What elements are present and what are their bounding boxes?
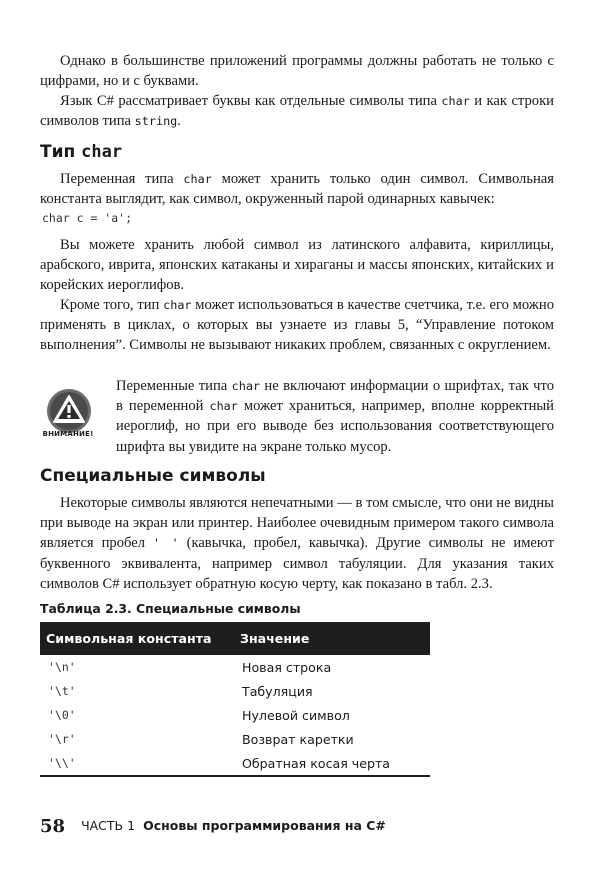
intro-paragraph-1: Однако в большинстве приложений программы должны работать не только с цифрами, но и с буквами. (40, 53, 554, 90)
table-cell-constant: '\n' (48, 660, 76, 674)
warning-label: ВНИМАНИЕ! (42, 430, 94, 438)
special-chars-table (40, 622, 430, 777)
table-cell-meaning: Обратная косая черта (234, 751, 430, 776)
intro-paragraph-2: Язык C# рассматривает буквы как отдельные символы типа char и как строки символов типа string. (40, 93, 554, 130)
special-paragraph: Некоторые символы являются непечатными — в том смысле, что они не видны при выводе на экран или принтер. Наиболее очевидным примером такого символа является пробел ' ' (кавычка, пробел, кавычка). Другие символы не имеют буквенного эквивалента, например символ табуляции. Для указания таких символов C# использует обратную косую черту, как показано в табл. 2.3. (40, 495, 555, 592)
table-row (40, 679, 430, 703)
table-row (40, 727, 430, 751)
table-row (40, 751, 430, 776)
part-title: Основы программирования на C# (143, 818, 386, 833)
page-footer (40, 816, 386, 837)
char-paragraph-2: Вы можете хранить любой символ из латинского алфавита, кириллицы, арабского, иврита, японских катаканы и хираганы и массы японских, китайских и корейских иероглифов. (40, 237, 554, 294)
inline-code: char (183, 172, 212, 186)
inline-code: char (231, 379, 261, 393)
part-label: ЧАСТЬ 1 (81, 818, 136, 833)
table-caption: Таблица 2.3. Специальные символы (40, 601, 301, 616)
table-header-cell: Символьная константа (40, 622, 234, 655)
table-cell-constant: '\0' (48, 708, 76, 722)
table-cell-meaning: Табуляция (242, 683, 313, 699)
table-cell-constant: '\\' (40, 751, 234, 776)
table-row (40, 703, 430, 727)
table-cell-constant: '\r' (48, 732, 76, 746)
inline-code: ' ' (152, 536, 179, 551)
table-header-row (40, 622, 430, 655)
page-number: 58 (40, 816, 66, 837)
inline-code: char (209, 399, 238, 414)
inline-code: char (441, 94, 470, 108)
table-header-cell: Значение (234, 622, 430, 655)
inline-code: string (134, 114, 178, 129)
warning-text: Переменные типа char не включают информации о шрифтах, так что в переменной char может храниться, например, вполне корректный иероглиф, но при его выводе без использования соответствующего шрифта вы увидите на экране только мусор. (116, 378, 554, 455)
table-cell-meaning: Нулевой символ (242, 707, 350, 723)
warning-icon (40, 386, 106, 458)
char-paragraph-1: Переменная типа char может хранить только один символ. Символьная константа выглядит, как символ, окруженный парой одинарных кавычек: (40, 171, 554, 208)
table-row (40, 655, 430, 679)
section-heading-special: Специальные символы (40, 466, 266, 486)
section-heading-char: Тип char (40, 142, 123, 162)
table-cell-constant: '\t' (48, 684, 76, 698)
char-paragraph-3: Кроме того, тип char может использоваться в качестве счетчика, т.е. его можно применять в циклах, о которых вы узнаете из главы 5, “Управление потоком выполнения”. Символы не вызывают никаких проблем, связанных с округлением. (40, 297, 554, 354)
code-sample: char c = 'a'; (42, 211, 133, 225)
inline-code: char (163, 298, 192, 312)
table-cell-meaning: Новая строка (242, 659, 332, 675)
table-cell-meaning: Возврат каретки (242, 731, 354, 747)
